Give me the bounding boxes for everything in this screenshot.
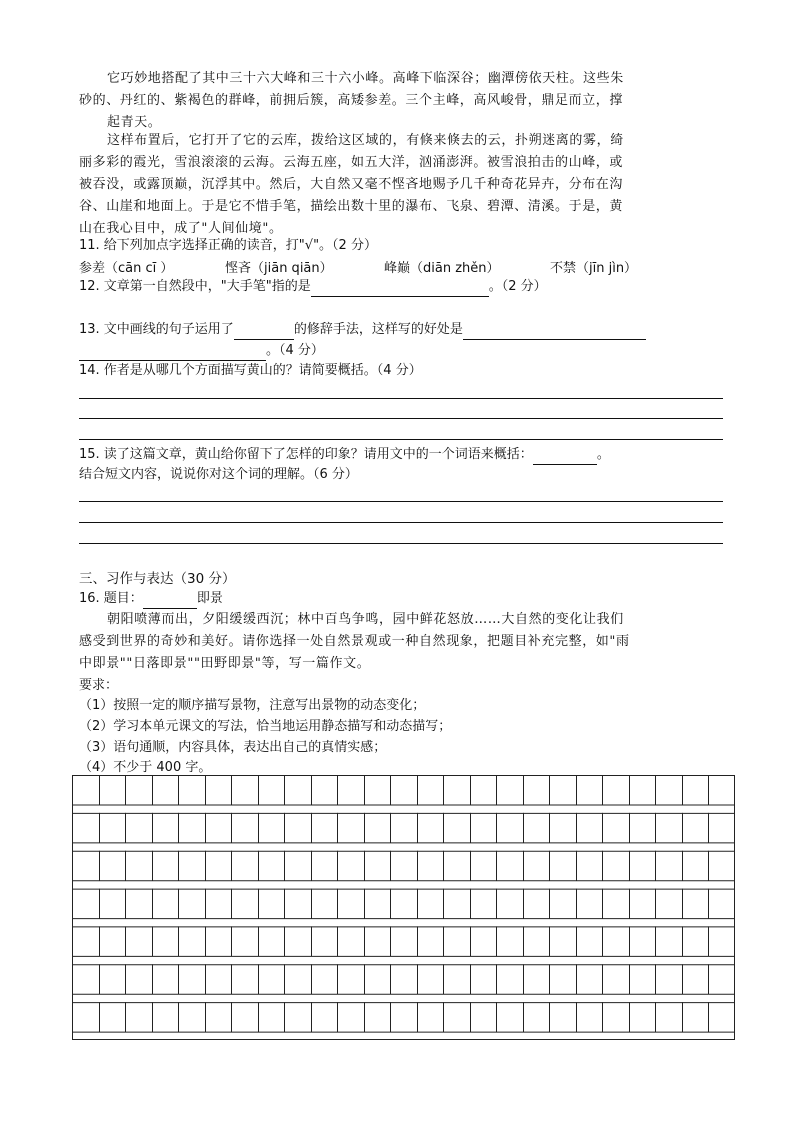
grid-row — [72, 775, 735, 805]
requirements-title: 要求： — [79, 678, 119, 693]
writing-grid[interactable] — [72, 775, 735, 1040]
question-13-cont — [79, 341, 723, 361]
requirement-1: （1）按照一定的顺序描写景物，注意写出景物的动态变化； — [79, 698, 426, 713]
q16-title-suffix: 即景 — [196, 591, 223, 606]
grid-row — [72, 813, 735, 843]
passage-line: 它巧妙地搭配了其中三十六大峰和三十六小峰。高峰下临深谷；幽潭傍依天柱。这些朱 — [107, 71, 624, 86]
q13-answer-blank-3[interactable] — [79, 346, 266, 361]
q15-answer-line[interactable] — [79, 522, 723, 523]
passage-paragraph-1 — [79, 68, 723, 134]
q13-answer-blank-2[interactable] — [463, 325, 646, 340]
q16-label: 16. 题目： — [79, 591, 143, 606]
q12-answer-blank[interactable] — [311, 282, 489, 297]
passage-line: 谷、山崖和地面上。于是它不惜手笔，描绘出数十里的瀑布、飞泉、碧潭、清溪。于是，黄 — [79, 199, 624, 214]
q14-answer-line[interactable] — [79, 439, 723, 440]
question-14: 14. 作者是从哪几个方面描写黄山的？请简要概括。（4 分） — [79, 363, 422, 378]
question-15-line2: 结合短文内容，说说你对这个词的理解。（6 分） — [79, 467, 358, 482]
q13-answer-blank-1[interactable] — [234, 325, 294, 340]
passage-line: 砂的、丹红的、紫褐色的群峰，前拥后簇，高矮参差。三个主峰，高风峻骨，鼎足而立，撑 — [79, 93, 624, 108]
passage-line: 山在我心目中，成了"人间仙境"。 — [79, 221, 283, 236]
q13-text: 13. 文中画线的句子运用了 — [79, 322, 234, 337]
passage-line: 起青天。 — [107, 115, 162, 130]
q14-answer-line[interactable] — [79, 398, 723, 399]
passage-paragraph-2 — [79, 130, 723, 240]
q15-text: 15. 读了这篇文章，黄山给你留下了怎样的印象？请用文中的一个词语来概括： — [79, 447, 533, 462]
q11-option-1[interactable]: 参差（cān cī ） — [79, 261, 174, 276]
passage-line: 这样布置后，它打开了它的云库，拨给这区域的，有倏来倏去的云，扑朔迷离的雾，绮 — [107, 133, 624, 148]
q11-option-4[interactable]: 不禁（jīn jìn） — [550, 261, 638, 276]
question-13 — [79, 320, 723, 340]
q12-text: 12. 文章第一自然段中，"大手笔"指的是 — [79, 279, 311, 294]
grid-row — [72, 889, 735, 919]
q12-tail: 。（2 分） — [488, 279, 547, 294]
q11-option-3[interactable]: 峰巅（diān zhěn） — [384, 261, 500, 276]
q16-prompt — [79, 609, 723, 675]
section-3-title: 三、习作与表达（30 分） — [79, 571, 236, 587]
prompt-line: 感受到世界的奇妙和美好。请你选择一处自然景观或一种自然现象，把题目补充完整，如"雨 — [79, 634, 630, 649]
q13-mid: 的修辞手法，这样写的好处是 — [293, 322, 463, 337]
question-12 — [79, 277, 723, 297]
prompt-line: 朝阳喷薄而出，夕阳缓缓西沉；林中百鸟争鸣，园中鲜花怒放……大自然的变化让我们 — [107, 612, 624, 627]
q16-title-blank[interactable] — [143, 594, 197, 609]
q14-answer-line[interactable] — [79, 418, 723, 419]
question-11: 11. 给下列加点字选择正确的读音，打"√"。（2 分） — [79, 238, 377, 253]
question-15 — [79, 445, 723, 465]
prompt-line: 中即景""日落即景""田野即景"等，写一篇作文。 — [79, 656, 371, 671]
grid-row — [72, 926, 735, 956]
requirement-2: （2）学习本单元课文的写法，恰当地运用静态描写和动态描写； — [79, 719, 452, 734]
requirement-4: （4）不少于 400 字。 — [79, 760, 212, 775]
passage-line: 被吞没，或露顶巅，沉浮其中。然后，大自然又毫不悭吝地赐予几千种奇花异卉，分布在沟 — [79, 177, 624, 192]
grid-row — [72, 1002, 735, 1032]
grid-row — [72, 964, 735, 994]
question-16-title — [79, 589, 723, 609]
writing-grid-svg[interactable] — [72, 775, 735, 1040]
requirement-3: （3）语句通顺，内容具体，表达出自己的真情实感； — [79, 740, 387, 755]
q15-answer-line[interactable] — [79, 501, 723, 502]
q15-tail: 。 — [596, 447, 610, 462]
grid-border — [73, 776, 735, 1040]
q15-answer-blank[interactable] — [533, 450, 597, 465]
q15-answer-line[interactable] — [79, 543, 723, 544]
grid-row — [72, 851, 735, 881]
passage-line: 丽多彩的霞光，雪浪滚滚的云海。云海五座，如五大洋，汹涌澎湃。被雪浪拍击的山峰，或 — [79, 155, 624, 170]
q11-option-2[interactable]: 悭吝（jiān qiān） — [225, 261, 333, 276]
q13-tail: 。（4 分） — [266, 343, 324, 358]
